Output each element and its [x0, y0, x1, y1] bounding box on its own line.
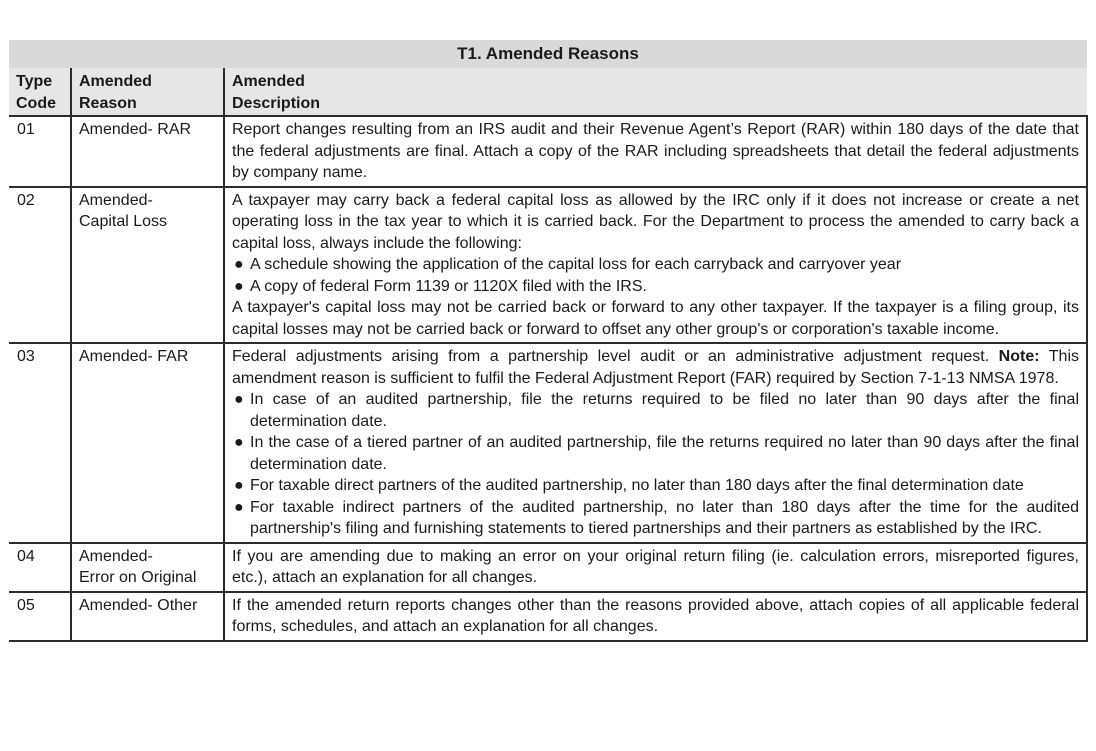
header-amended-description — [224, 68, 1087, 116]
bullet-icon: ● — [234, 434, 244, 451]
type-code-cell: 02 — [9, 187, 71, 344]
amended-reason-cell — [71, 343, 224, 543]
amended-description-cell — [224, 592, 1087, 641]
bullet-item — [232, 276, 1079, 298]
type-code-cell: 01 — [9, 116, 71, 187]
table-row — [9, 592, 1087, 641]
bullet-text: For taxable direct partners of the audited partnership, no later than 180 days after the final determination date — [250, 477, 1024, 494]
amended-description-cell — [224, 543, 1087, 592]
note-label: Note: — [998, 348, 1040, 365]
header-amended-description-line-2: Description — [232, 94, 321, 112]
amended-reason-cell — [71, 543, 224, 592]
amended-reason-cell — [71, 592, 224, 641]
header-amended-reason-line-1: Amended — [79, 73, 152, 90]
amended-reason-text: Amended- — [79, 191, 153, 209]
bullet-list — [232, 254, 1079, 297]
header-amended-description-line-1: Amended — [232, 73, 305, 90]
bullet-text: A copy of federal Form 1139 or 1120X filed with the IRS. — [250, 277, 647, 295]
table-row — [9, 187, 1087, 344]
amended-reason-text: Amended- — [79, 547, 153, 565]
table-row — [9, 343, 1087, 543]
type-code-cell: 03 — [9, 343, 71, 543]
bullet-text: For taxable indirect partners of the audited partnership, no later than 180 days after the time for the audited partnership's filing and furnishing statements to tiered partnerships and their partners as established by the IRC. — [250, 498, 1079, 537]
description-paragraph: A taxpayer may carry back a federal capital loss as allowed by the IRC only if it does not increase or create a net operating loss in the tax year to which it is carried back. For the Department to process the amended to carry back a capital loss, always include the following: — [232, 191, 1079, 252]
bullet-item — [232, 389, 1079, 432]
amended-reason-cell — [71, 187, 224, 344]
amended-reasons-table — [9, 68, 1088, 642]
bullet-icon: ● — [234, 391, 244, 408]
header-type-code — [9, 68, 71, 116]
amended-reason-cell — [71, 116, 224, 187]
amended-reason-text: Capital Loss — [79, 213, 168, 230]
bullet-icon: ● — [234, 256, 244, 273]
bullet-icon: ● — [234, 277, 244, 295]
table-row — [9, 543, 1087, 592]
bullet-item — [232, 497, 1079, 540]
header-amended-reason — [71, 68, 224, 116]
bullet-icon: ● — [234, 477, 244, 494]
amended-reason-text: Amended- FAR — [79, 348, 189, 365]
amended-reason-text: Amended- Other — [79, 596, 198, 614]
bullet-icon: ● — [234, 498, 244, 516]
amended-description-cell — [224, 116, 1087, 187]
bullet-item — [232, 475, 1079, 497]
type-code-cell: 05 — [9, 592, 71, 641]
bullet-text: In the case of a tiered partner of an audited partnership, file the returns required no later than 90 days after the final determination date. — [250, 434, 1079, 473]
bullet-list — [232, 389, 1079, 540]
description-text: Federal adjustments arising from a partnership level audit or an administrative adjustment request. — [232, 348, 990, 365]
amended-reason-text: Amended- RAR — [79, 121, 192, 138]
note-text: This amendment reason is sufficient to fulfil the Federal Adjustment Report (FAR) required by Section 7-1-13 NMSA 1978. — [232, 348, 1080, 387]
bullet-item — [232, 432, 1079, 475]
table-body — [9, 116, 1087, 641]
header-amended-reason-line-2: Reason — [79, 94, 137, 112]
bullet-item — [232, 254, 1079, 276]
table-row — [9, 116, 1087, 187]
table-header — [9, 68, 1087, 116]
description-paragraph: If the amended return reports changes other than the reasons provided above, attach copies of all applicable federal forms, schedules, and attach an explanation for all changes. — [232, 596, 1079, 635]
amended-reasons-document — [9, 40, 1087, 642]
amended-description-cell — [224, 343, 1087, 543]
bullet-text: A schedule showing the application of the capital loss for each carryback and carryover year — [250, 256, 902, 273]
header-type-code-line-2: Code — [16, 94, 56, 112]
table-title: T1. Amended Reasons — [9, 40, 1087, 68]
description-paragraph: If you are amending due to making an error on your original return filing (ie. calculation errors, misreported figures, etc.), attach an explanation for all changes. — [232, 547, 1079, 586]
description-paragraph: A taxpayer's capital loss may not be carried back or forward to any other taxpayer. If the taxpayer is a filing group, its capital losses may not be carried back or forward to offset any other group's or corporation's taxable income. — [232, 299, 1079, 338]
amended-reason-text: Error on Original — [79, 569, 197, 586]
type-code-cell: 04 — [9, 543, 71, 592]
bullet-text: In case of an audited partnership, file the returns required to be filed no later than 90 days after the final determination date. — [250, 391, 1079, 430]
header-type-code-line-1: Type — [16, 73, 53, 90]
description-paragraph — [232, 346, 1079, 389]
header-row — [9, 68, 1087, 116]
amended-description-cell — [224, 187, 1087, 344]
description-paragraph: Report changes resulting from an IRS audit and their Revenue Agent’s Report (RAR) within 180 days of the date that the federal adjustments are final. Attach a copy of the RAR including spreadsheets that detail the federal adjustments by company name. — [232, 121, 1079, 181]
